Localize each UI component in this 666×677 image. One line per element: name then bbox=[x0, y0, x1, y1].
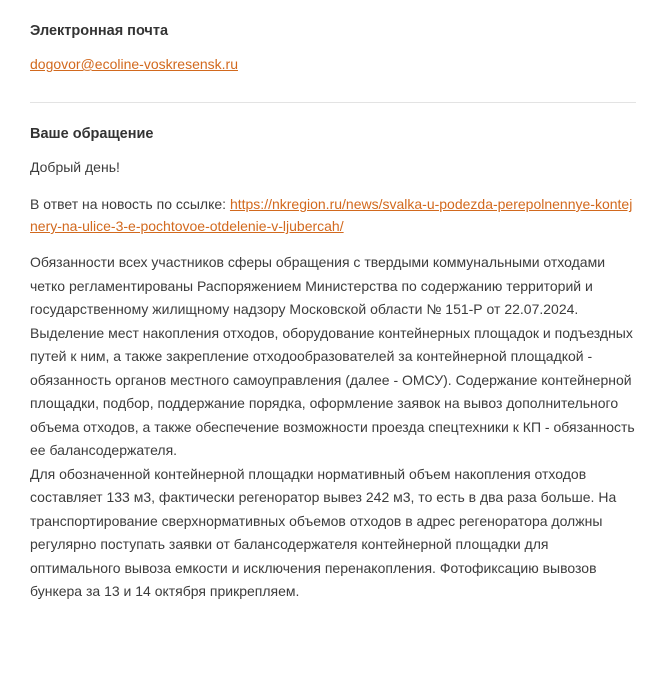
email-address-link[interactable]: dogovor@ecoline-voskresensk.ru bbox=[30, 56, 238, 72]
news-source-link[interactable]: https://nkregion.ru/news/svalka-u-podezda-perepolnennye-kontejnery-na-ulice-3-e-pochtovoe-otdelenie-v-ljubercah/ bbox=[30, 196, 633, 234]
reply-lead-paragraph bbox=[30, 193, 636, 237]
email-section-title: Электронная почта bbox=[30, 23, 169, 39]
greeting-text: Добрый день! bbox=[30, 159, 120, 175]
body-paragraph-1: Обязанности всех участников сферы обращения с твердыми коммунальными отходами четко регламентированы Распоряжением Министерства по содержанию территорий и государственному жилищному надзору Московской области № 151-Р от 22.07.2024. Выделение мест накопления отходов, оборудование контейнерных площадок и подъездных путей к ним, а также закрепление отходообразователей за контейнерной площадкой - обязанность органов местного самоуправления (далее - ОМСУ). Содержание контейнерной площадки, подбор, поддержание порядка, оформление заявок на вывоз дополнительного объема отходов, а также обеспечение возможности проезда спецтехники к КП - обязанность ее балансодержателя. bbox=[30, 254, 635, 458]
body-paragraph-2: Для обозначенной контейнерной площадки нормативный объем накопления отходов составляет 133 м3, фактически регеноратор вывез 242 м3, то есть в два раза больше. На транспортирование сверхнормативных объемов отходов в адрес регеноратора должны регулярно поступать заявки от балансодержателя контейнерной площадки для оптимального вывоза емкости и исключения перенакопления. Фотофиксацию вывозов бункера за 13 и 14 октября прикрепляем. bbox=[30, 465, 617, 599]
section-divider bbox=[30, 102, 636, 103]
appeal-section-title: Ваше обращение bbox=[30, 126, 154, 142]
reply-lead-prefix: В ответ на новость по ссылке: bbox=[30, 196, 230, 212]
